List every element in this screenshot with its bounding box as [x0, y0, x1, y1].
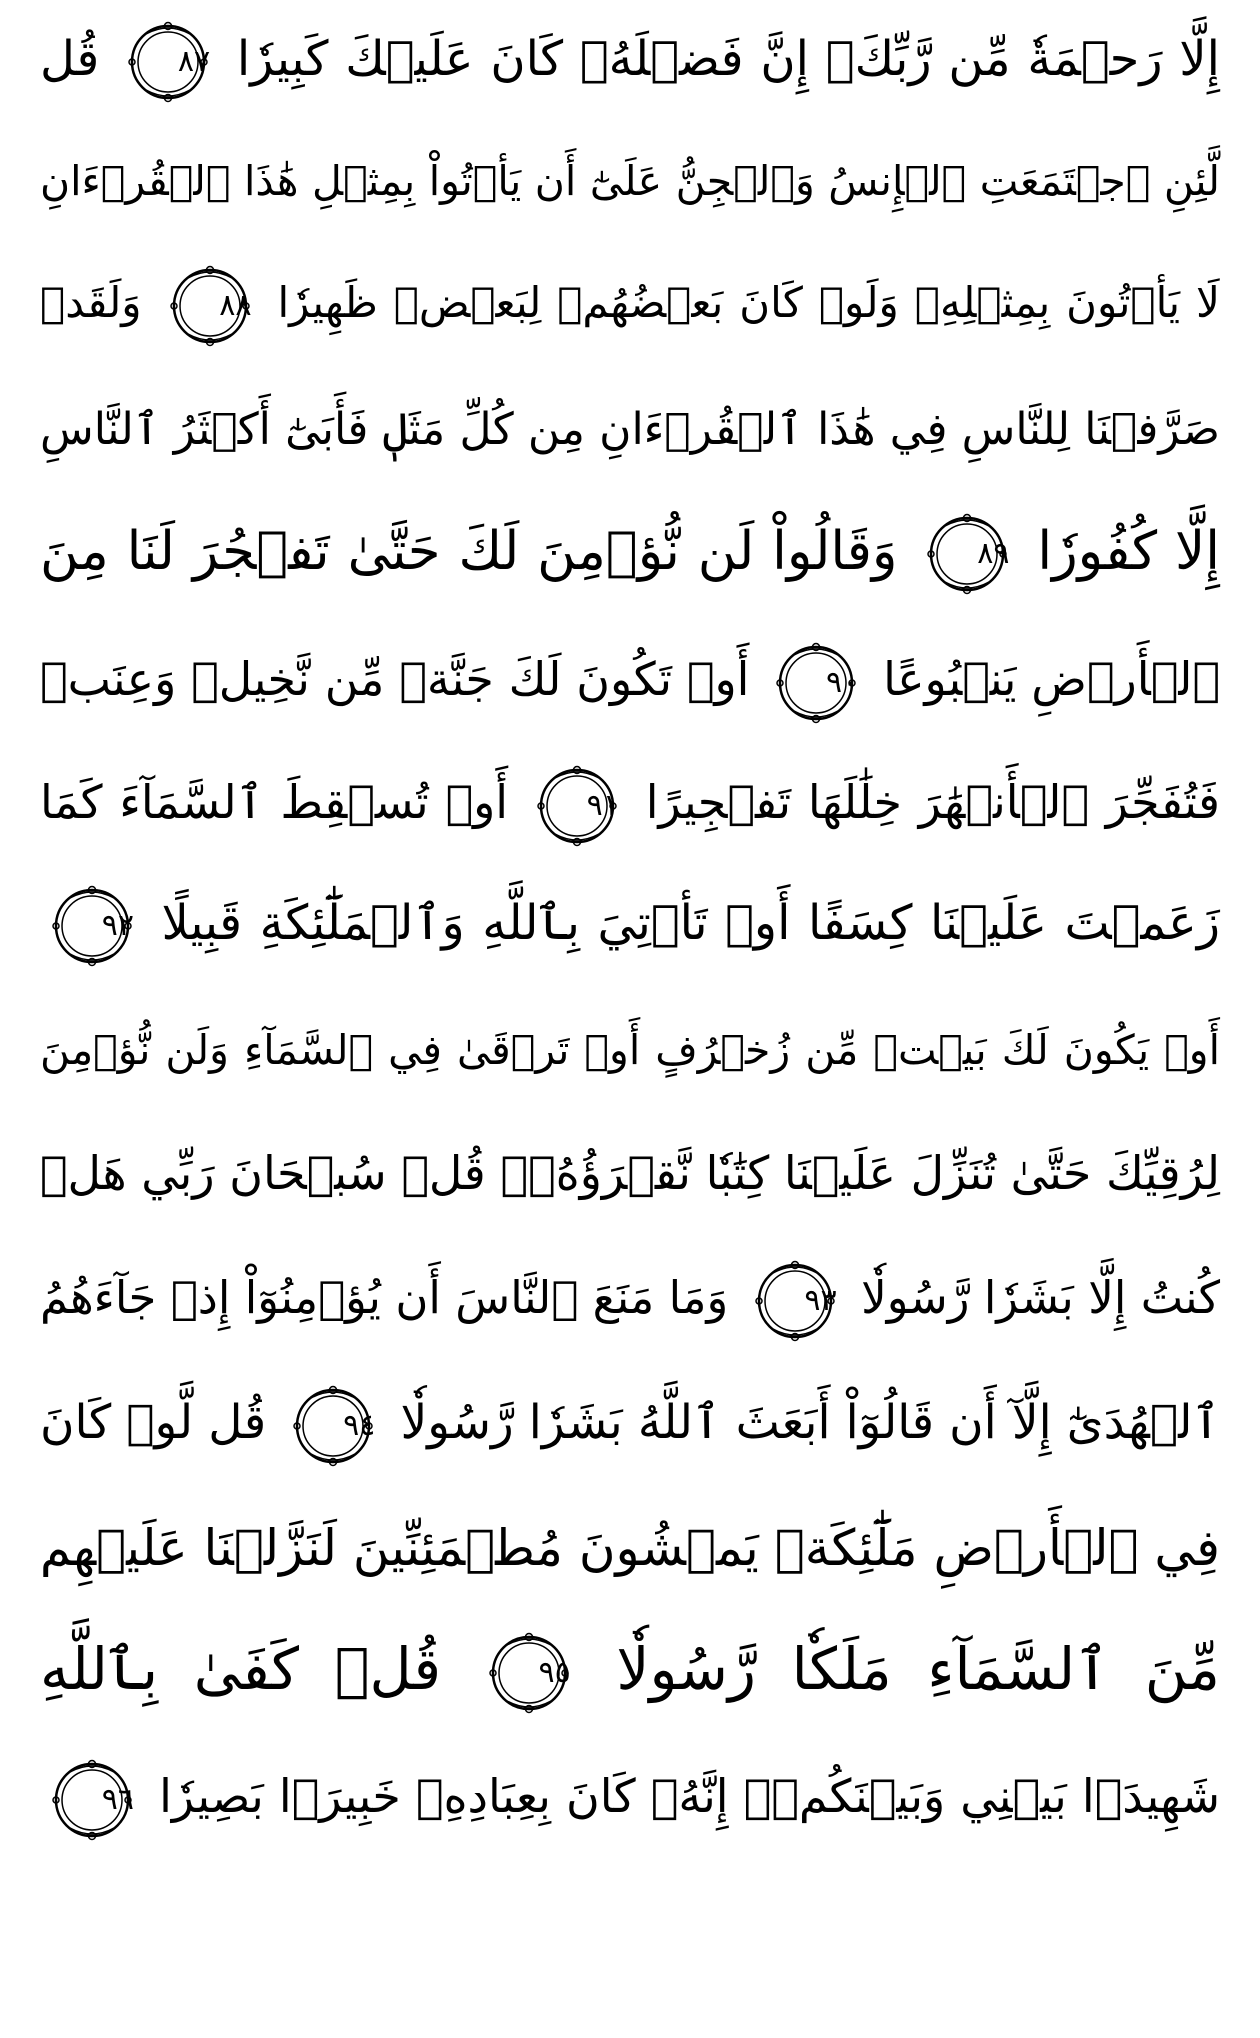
verse-text: لَّئِنِ ٱجۡتَمَعَتِ ٱلۡإِنسُ وَٱلۡجِنُّ عَلَىٰٓ أَن يَأۡتُواْ بِمِثۡلِ هَٰذَا ٱلۡقُرۡءَانِ — [40, 157, 1220, 205]
ayah-number-marker — [50, 884, 134, 968]
verse-text: ٱلۡهُدَىٰٓ إِلَّآ أَن قَالُوٓاْ أَبَعَثَ ٱللَّهُ بَشَرٗا رَّسُولٗا — [400, 1395, 1220, 1450]
ayah-number: ٩٣ — [804, 1283, 837, 1318]
verse-text: أَوۡ تَكُونَ لَكَ جَنَّةٞ مِّن نَّخِيلٖ وَعِنَبٖ — [40, 652, 750, 706]
verse-line — [40, 1614, 1220, 1724]
verse-line — [40, 248, 1220, 358]
verse-text: إِلَّا كُفُورٗا — [1037, 521, 1220, 582]
ayah-number: ٨٧ — [177, 44, 211, 79]
ayah-number-marker — [774, 641, 858, 725]
verse-text: فِي ٱلۡأَرۡضِ مَلَٰٓئِكَةٞ يَمۡشُونَ مُطۡمَئِنِّينَ لَنَزَّلۡنَا عَلَيۡهِم — [39, 1519, 1220, 1577]
verse-line — [40, 126, 1220, 236]
verse-text: إِلَّا رَحۡمَةٗ مِّن رَّبِّكَۚ إِنَّ فَضۡلَهُۥ كَانَ عَلَيۡكَ كَبِيرٗا — [236, 31, 1220, 87]
ayah-number-marker — [291, 1384, 375, 1468]
ayah-number: ٩٠ — [826, 664, 859, 700]
verse-line — [40, 624, 1220, 734]
verse-line — [40, 497, 1220, 607]
verse-text: زَعَمۡتَ عَلَيۡنَا كِسَفًا أَوۡ تَأۡتِيَ بِٱللَّهِ وَٱلۡمَلَٰٓئِكَةِ قَبِيلًا — [161, 895, 1220, 951]
verse-text: صَرَّفۡنَا لِلنَّاسِ فِي هَٰذَا ٱلۡقُرۡءَانِ مِن كُلِّ مَثَلٖ فَأَبَىٰٓ أَكۡثَرُ ٱلنَّاسِ — [40, 404, 1220, 455]
ayah-number: ٩١ — [586, 787, 619, 823]
ayah-number: ٨٩ — [977, 536, 1010, 572]
verse-text: قُلۡ كَفَىٰ بِٱللَّهِ — [40, 1635, 442, 1703]
verse-line — [40, 747, 1220, 857]
verse-text: فَتُفَجِّرَ ٱلۡأَنۡهَٰرَ خِلَٰلَهَا تَفۡجِيرًا — [645, 775, 1221, 829]
ayah-number: ٩٢ — [101, 908, 134, 943]
verse-line — [40, 868, 1220, 978]
verse-text: أَوۡ تُسۡقِطَ ٱلسَّمَآءَ كَمَا — [40, 775, 509, 829]
verse-line — [40, 375, 1220, 485]
verse-line — [40, 1243, 1220, 1353]
verse-text: وَمَا مَنَعَ ٱلنَّاسَ أَن يُؤۡمِنُوٓاْ إِذۡ جَآءَهُمُ — [40, 1271, 729, 1324]
ayah-number: ٩٥ — [538, 1654, 571, 1690]
verse-text: لَا يَأۡتُونَ بِمِثۡلِهِۦ وَلَوۡ كَانَ بَعۡضُهُمۡ لِبَعۡضٖ ظَهِيرٗا — [277, 278, 1220, 327]
verse-line — [40, 1118, 1220, 1228]
verse-text: قُل — [40, 31, 100, 87]
verse-text: قُل لَّوۡ كَانَ — [40, 1395, 267, 1450]
verse-text: مِّنَ ٱلسَّمَآءِ مَلَكٗا رَّسُولٗا — [616, 1635, 1220, 1703]
verse-text: ٱلۡأَرۡضِ يَنۢبُوعًا — [883, 652, 1220, 706]
ayah-number-marker — [753, 1259, 837, 1343]
verse-line — [40, 1493, 1220, 1603]
ayah-number-marker — [168, 264, 252, 348]
verse-line — [40, 995, 1220, 1105]
ayah-number: ٨٨ — [219, 287, 252, 323]
verse-text: وَلَقَدۡ — [40, 278, 142, 327]
verse-line — [40, 1741, 1220, 1851]
verse-line — [40, 1368, 1220, 1478]
verse-text: كُنتُ إِلَّا بَشَرٗا رَّسُولٗا — [861, 1271, 1221, 1324]
ayah-number-marker — [925, 512, 1009, 596]
ayah-number-marker — [535, 764, 619, 848]
ayah-number: ٩٦ — [101, 1781, 134, 1817]
verse-text: أَوۡ يَكُونَ لَكَ بَيۡتٞ مِّن زُخۡرُفٍ أَوۡ تَرۡقَىٰ فِي ٱلسَّمَآءِ وَلَن نُّؤۡمِنَ — [40, 1026, 1220, 1074]
verse-text: وَقَالُواْ لَن نُّؤۡمِنَ لَكَ حَتَّىٰ تَفۡجُرَ لَنَا مِنَ — [40, 521, 898, 582]
verse-text: لِرُقِيِّكَ حَتَّىٰ تُنَزِّلَ عَلَيۡنَا كِتَٰبٗا نَّقۡرَؤُهُۥۗ قُلۡ سُبۡحَانَ رَبِّي هَلۡ — [39, 1146, 1220, 1200]
ayah-number: ٩٤ — [343, 1407, 376, 1443]
ayah-number-marker — [126, 20, 210, 104]
ayah-number-marker — [50, 1758, 134, 1842]
verse-text: شَهِيدَۢا بَيۡنِي وَبَيۡنَكُمۡۚ إِنَّهُۥ كَانَ بِعِبَادِهِۦ خَبِيرَۢا بَصِيرٗا — [159, 1769, 1220, 1823]
ayah-number-marker — [487, 1631, 571, 1715]
verse-line — [40, 4, 1220, 114]
